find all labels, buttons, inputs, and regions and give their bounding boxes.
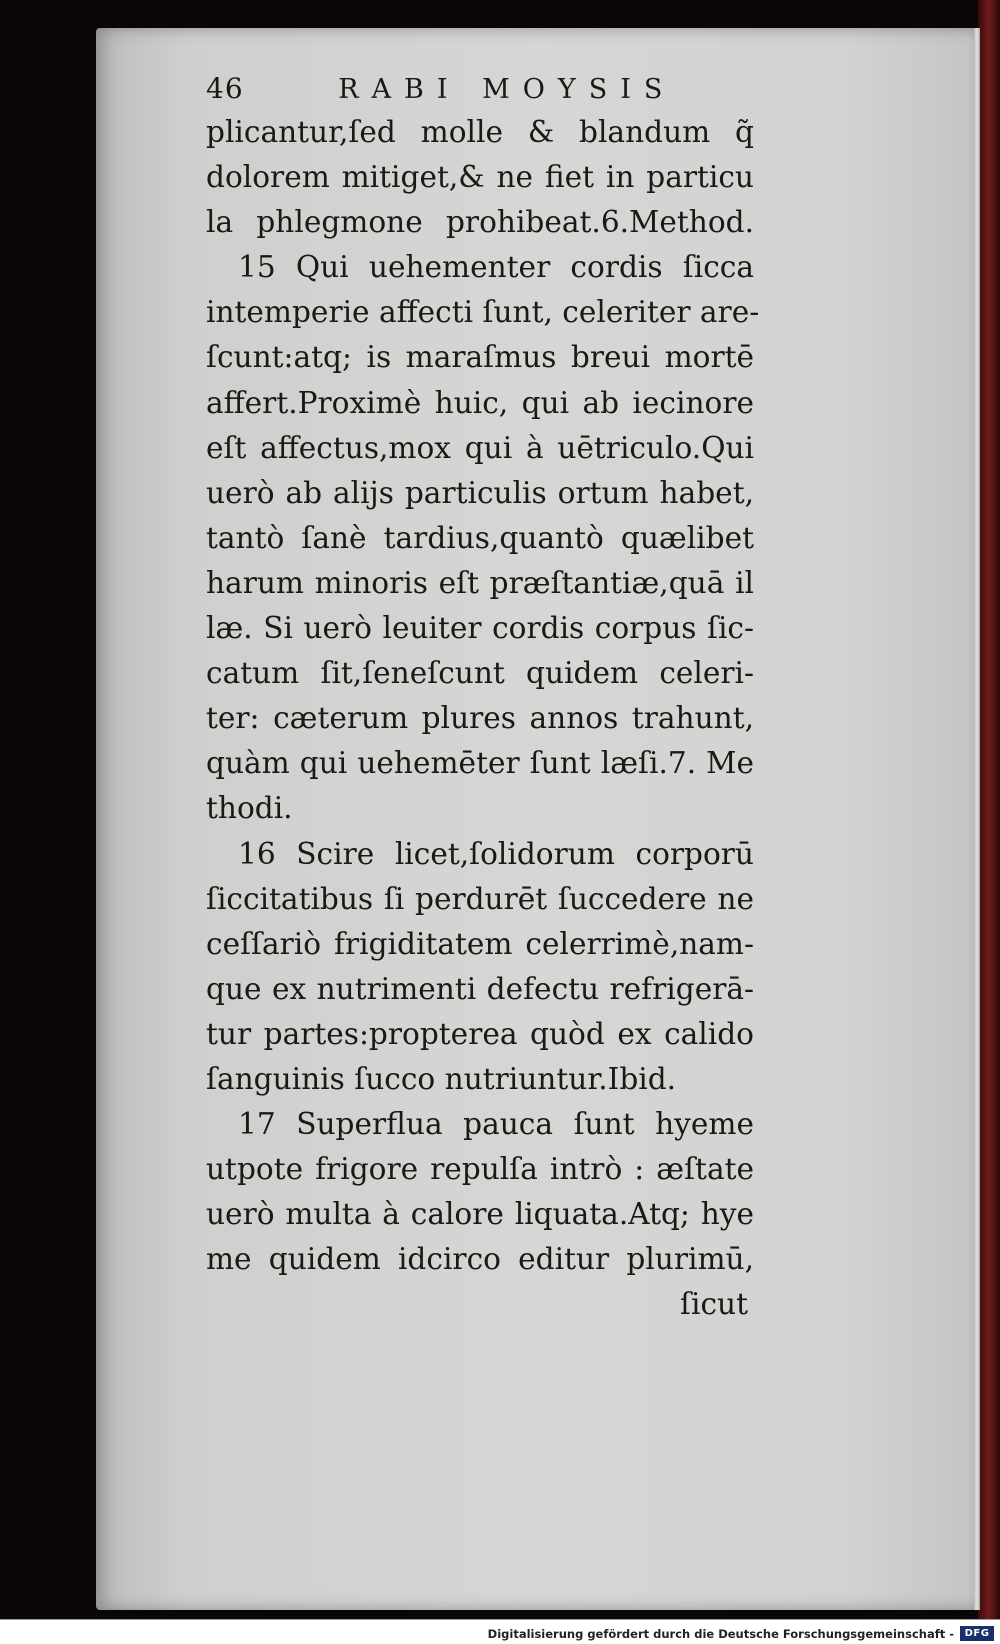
text-line: 15 Qui uehementer cordis ſicca [238,250,754,285]
text-line: ter: cæterum plures annos trahunt, [206,701,754,736]
footer-bar [0,1619,1000,1644]
text-line: 16 Scire licet,ſolidorum corporū [238,836,754,871]
page-edge [974,28,980,1610]
text-block [206,64,760,1327]
text-line: uerò multa à calore liquata.Atq; hye [206,1197,754,1232]
text-line: quàm qui uehemēter ſunt læſi.7. Me [206,746,754,781]
text-line: catum ſit,ſeneſcunt quidem celeri- [206,656,754,691]
text-line: thodi. [206,791,293,826]
text-line: intemperie affecti ſunt, celeriter are- [206,295,760,330]
book-edge [978,0,1000,1644]
text-line: harum minoris eſt præſtantiæ,quā il [206,565,754,600]
text-line: affert.Proximè huic, qui ab iecinore [206,385,754,420]
text-line: uerò ab alijs particulis ortum habet, [206,475,754,510]
text-line: que ex nutrimenti defectu refrigerā- [206,971,754,1006]
text-line: eſt affectus,mox qui à uētriculo.Qui [206,430,754,465]
text-line: dolorem mitiget,& ne fiet in particu [206,160,754,195]
text-line: me quidem idcirco editur plurimū, [206,1242,754,1277]
text-line: 17 Superflua pauca ſunt hyeme [238,1107,754,1142]
text-line: ceſſariò frigiditatem celerrimè,nam- [206,926,754,961]
text-line: ſcunt:atq; is maraſmus breui mortē [206,340,754,375]
page-number: 46 [206,72,244,105]
text-line: ſiccitatibus ſi perdurēt ſuccedere ne [206,881,754,916]
text-line: utpote frigore repulſa intrò : æſtate [206,1152,754,1187]
text-line: plicantur,ſed molle & blandum q̃ [206,115,754,149]
text-line: ſanguinis ſucco nutriuntur.Ibid. [206,1061,677,1096]
text-line: la phlegmone prohibeat.6.Method. [206,205,754,240]
page-header [206,64,754,114]
dfg-logo: DFG [960,1626,994,1641]
text-line: tantò ſanè tardius,quantò quælibet [206,520,754,555]
footer-credit: Digitalisierung gefördert durch die Deutsche Forschungsgemeinschaft - [487,1627,954,1641]
text-line: tur partes:propterea quòd ex calido [206,1016,754,1051]
text-line: læ. Si uerò leuiter cordis corpus ſic- [206,611,754,646]
catchword: ſicut [680,1287,748,1322]
running-head: RABI MOYSIS [338,74,676,105]
